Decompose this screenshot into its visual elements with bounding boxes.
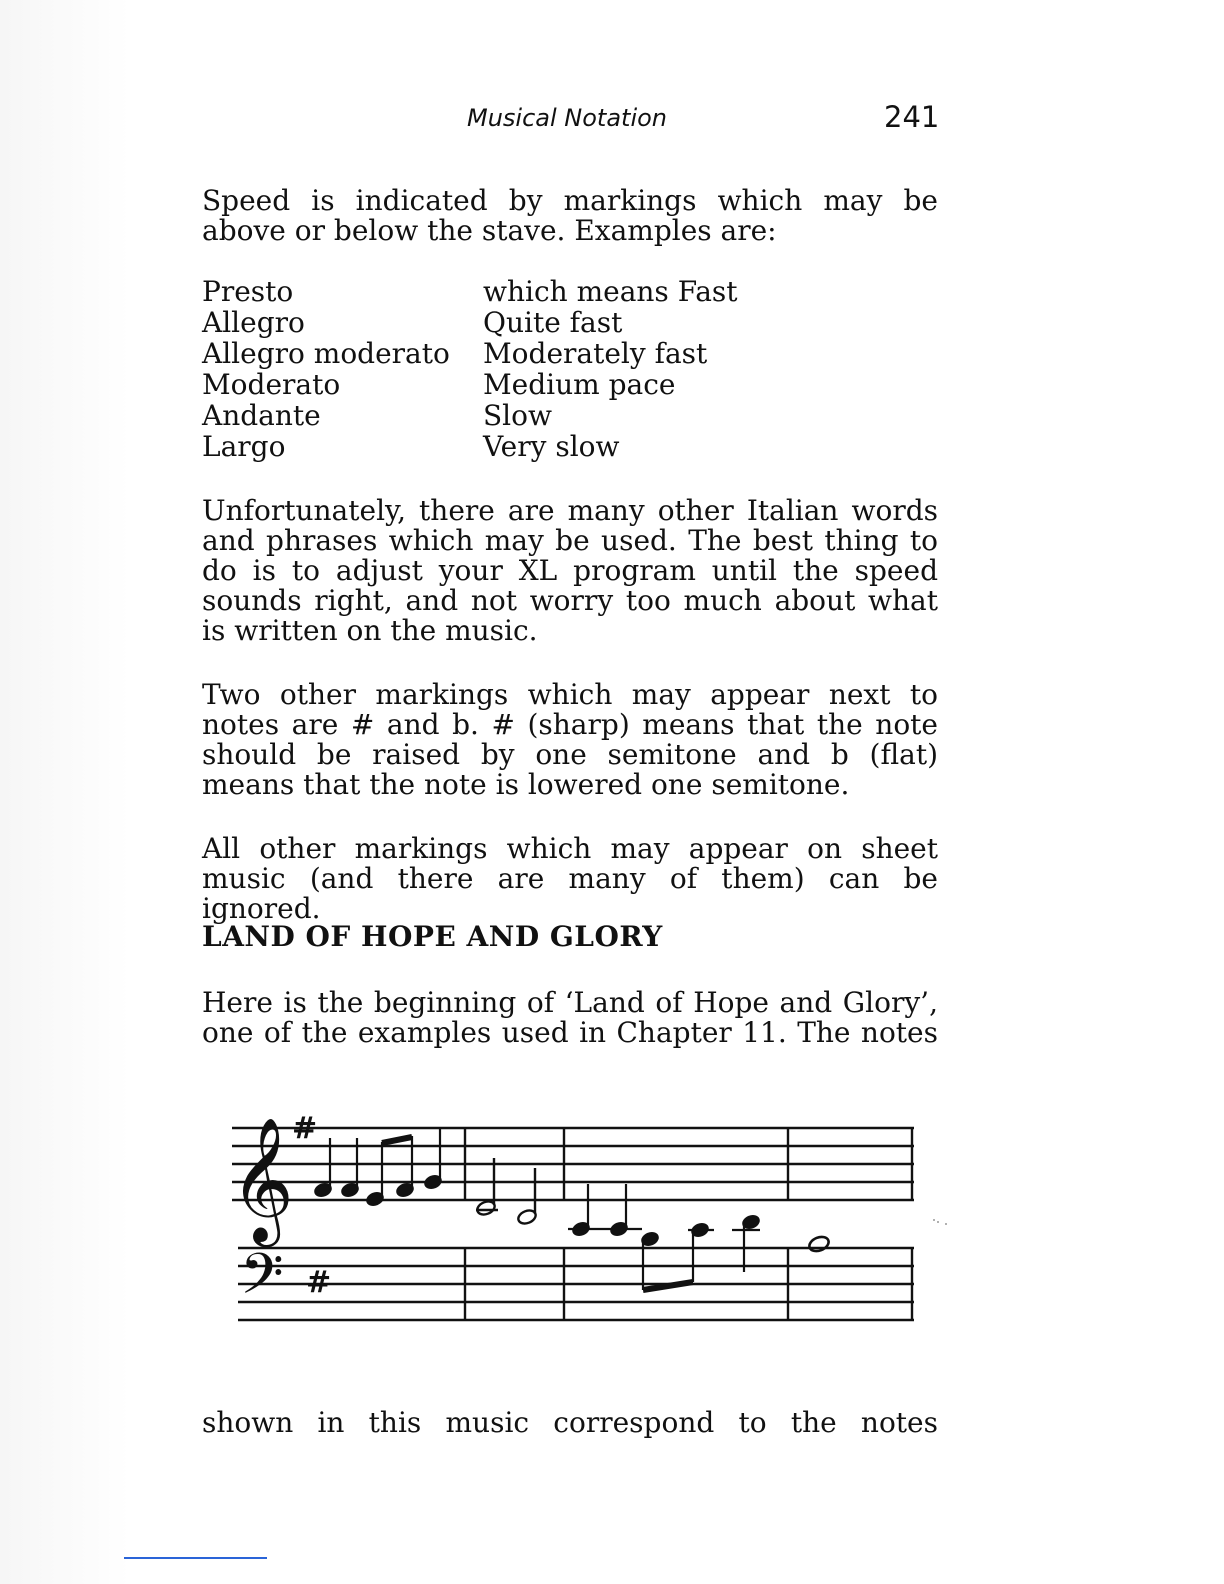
bass-sharp: # bbox=[306, 1265, 332, 1300]
tempo-meaning: which means Fast bbox=[483, 275, 738, 308]
treble-sharp: # bbox=[292, 1111, 318, 1146]
scan-speck bbox=[933, 1219, 947, 1225]
tempo-meaning: Moderately fast bbox=[483, 337, 708, 370]
paragraph-italian-words: Unfortunately, there are many other Italian words and phrases which may be used. The best thing to do is to adjust your XL program until the speed sounds right, and not worry too much about what is written on the music. bbox=[202, 494, 938, 647]
bass-bar-3-notes bbox=[641, 1214, 761, 1290]
tempo-row bbox=[202, 400, 738, 431]
treble-bar-2-notes bbox=[475, 1158, 537, 1226]
bass-clef-icon: 𝄢 bbox=[240, 1242, 284, 1321]
tempo-row bbox=[202, 307, 738, 338]
intro-paragraph: Speed is indicated by markings which may be above or below the stave. Examples are: bbox=[202, 184, 938, 247]
tempo-term: Allegro bbox=[202, 306, 305, 339]
bottom-line: shown in this music correspond to the notes bbox=[202, 1406, 938, 1439]
tempo-table bbox=[202, 276, 738, 462]
tempo-term: Moderato bbox=[202, 368, 341, 401]
treble-bar-3-notes bbox=[568, 1184, 642, 1237]
paragraph-land-of-hope: Here is the beginning of ‘Land of Hope and Glory’, one of the examples used in Chapter 11. The notes bbox=[202, 986, 938, 1049]
treble-staff bbox=[232, 1128, 914, 1200]
tempo-row bbox=[202, 369, 738, 400]
tempo-term: Andante bbox=[202, 399, 321, 432]
bass-staff bbox=[238, 1248, 914, 1320]
tempo-term: Presto bbox=[202, 275, 294, 308]
tempo-term: Largo bbox=[202, 430, 286, 463]
tempo-row bbox=[202, 431, 738, 462]
tempo-row bbox=[202, 276, 738, 307]
tempo-meaning: Medium pace bbox=[483, 368, 676, 401]
bass-bar-4-notes bbox=[807, 1234, 830, 1254]
music-score bbox=[222, 1086, 962, 1346]
tempo-row bbox=[202, 338, 738, 369]
tempo-meaning: Slow bbox=[483, 399, 552, 432]
corner-rule bbox=[124, 1557, 267, 1559]
tempo-term: Allegro moderato bbox=[202, 337, 450, 370]
treble-clef-icon: 𝄞 bbox=[230, 1117, 294, 1242]
treble-bar-1-notes bbox=[314, 1128, 443, 1207]
tempo-meaning: Very slow bbox=[483, 430, 620, 463]
section-heading: LAND OF HOPE AND GLORY bbox=[202, 920, 663, 953]
page-edge-shadow bbox=[0, 0, 130, 1584]
running-head: Musical Notation bbox=[467, 104, 668, 132]
page-number: 241 bbox=[884, 100, 940, 134]
paragraph-accidentals: Two other markings which may appear next to notes are # and b. # (sharp) means that the note should be raised by one semitone and b (flat) means that the note is lowered one semitone. bbox=[202, 678, 938, 801]
tempo-meaning: Quite fast bbox=[483, 306, 623, 339]
paragraph-other-markings: All other markings which may appear on sheet music (and there are many of them) can be ignored. bbox=[202, 832, 938, 925]
whole-note bbox=[807, 1234, 830, 1254]
